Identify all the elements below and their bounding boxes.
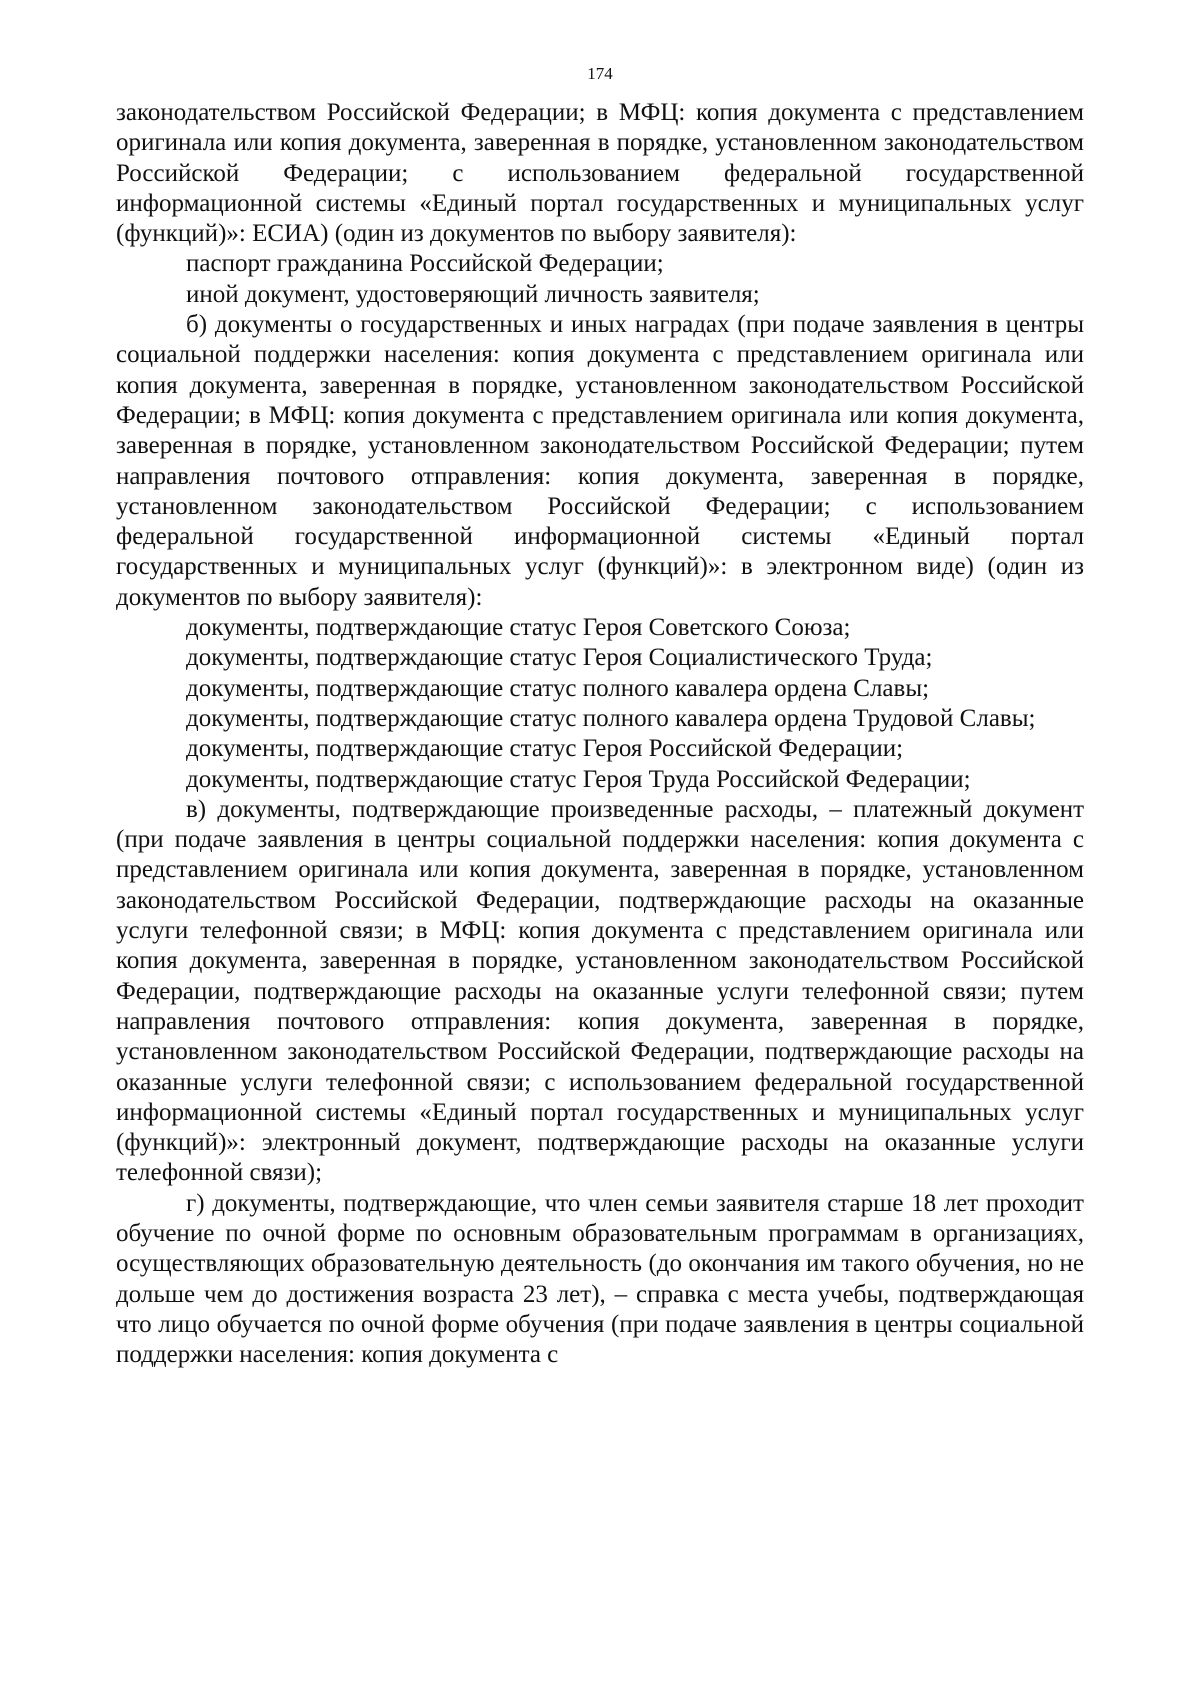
paragraph-v-expenses: в) документы, подтверждающие произведенные расходы, – платежный документ (при подаче заявления в центры социальной поддержки населения: копия документа с представлением оригинала или копия документа, заверенная в порядке, установленном законодательством Российской Федерации, подтверждающие расходы на оказанные услуги телефонной связи; в МФЦ: копия документа с представлением оригинала или копия документа, заверенная в порядке, установленном законодательством Российской Федерации, подтверждающие расходы на оказанные услуги телефонной связи; путем направления почтового отправления: копия документа, заверенная в порядке, установленном законодательством Российской Федерации, подтверждающие расходы на оказанные услуги телефонной связи; с использованием федеральной государственной информационной системы «Единый портал государственных и муниципальных услуг (функций)»: электронный документ, подтверждающие расходы на оказанные услуги телефонной связи); [116, 795, 1084, 1187]
list-item-passport: паспорт гражданина Российской Федерации; [186, 250, 664, 278]
paragraph-continuation: законодательством Российской Федерации; в МФЦ: копия документа с представлением оригинала или копия документа, заверенная в порядке, установленном законодательством Российской Федерации; с использованием федеральной государственной информационной системы «Единый портал государственных и муниципальных услуг (функций)»: ЕСИА) (один из документов по выбору заявителя): [116, 99, 1084, 248]
list-item-hero-socialist-labor: документы, подтверждающие статус Героя Социалистического Труда; [186, 644, 933, 672]
document-body [116, 98, 1084, 1370]
list-item-order-of-labor-glory: документы, подтверждающие статус полного кавалера ордена Трудовой Славы; [186, 704, 1036, 732]
list-item-order-of-glory: документы, подтверждающие статус полного кавалера ордена Славы; [186, 674, 930, 702]
list-item-hero-russia: документы, подтверждающие статус Героя Российской Федерации; [186, 735, 904, 763]
list-item-hero-labor-russia: документы, подтверждающие статус Героя Труда Российской Федерации; [186, 765, 971, 793]
paragraph-g-education: г) документы, подтверждающие, что член семьи заявителя старше 18 лет проходит обучение по очной форме по основным образовательным программам в организациях, осуществляющих образовательную деятельность (до окончания им такого обучения, но не дольше чем до достижения возраста 23 лет), – справка с места учебы, подтверждающая что лицо обучается по очной форме обучения (при подаче заявления в центры социальной поддержки населения: копия документа с [116, 1189, 1084, 1369]
list-item-hero-ussr: документы, подтверждающие статус Героя Советского Союза; [186, 614, 851, 642]
list-item-other-id: иной документ, удостоверяющий личность заявителя; [186, 280, 760, 308]
page-number: 174 [587, 64, 613, 83]
paragraph-b-awards: б) документы о государственных и иных наградах (при подаче заявления в центры социальной поддержки населения: копия документа с представлением оригинала или копия документа, заверенная в порядке, установленном законодательством Российской Федерации; в МФЦ: копия документа с представлением оригинала или копия документа, заверенная в порядке, установленном законодательством Российской Федерации; путем направления почтового отправления: копия документа, заверенная в порядке, установленном законодательством Российской Федерации; с использованием федеральной государственной информационной системы «Единый портал государственных и муниципальных услуг (функций)»: в электронном виде) (один из документов по выбору заявителя): [116, 311, 1084, 611]
